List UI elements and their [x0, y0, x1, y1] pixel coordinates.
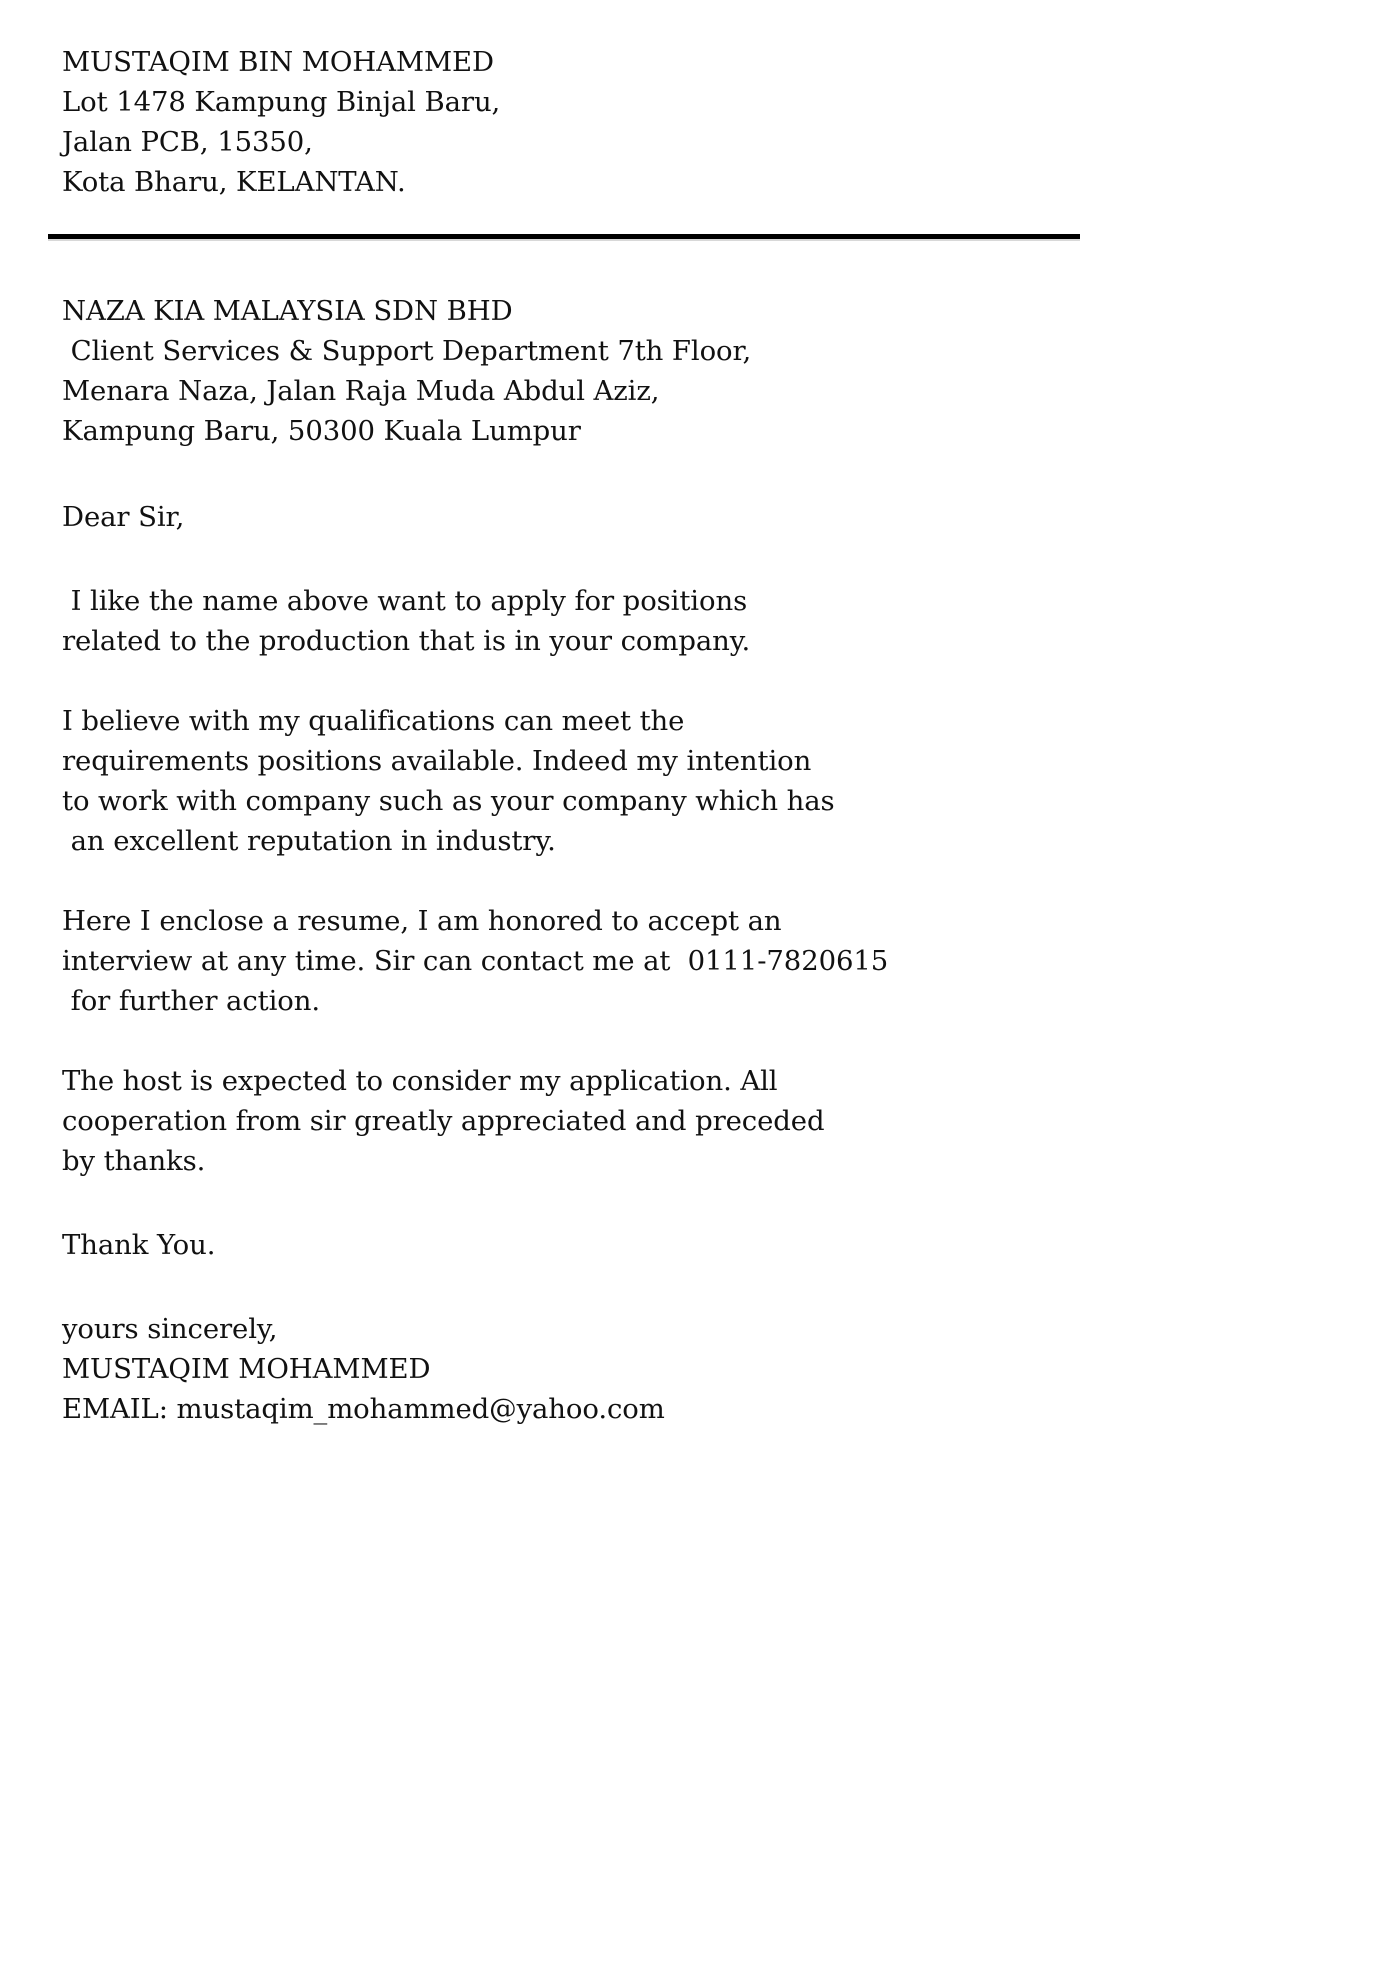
signature-name: MUSTAQIM MOHAMMED	[62, 1353, 431, 1385]
paragraph-line: an excellent reputation in industry.	[62, 825, 556, 857]
valediction: yours sincerely,	[62, 1313, 278, 1345]
sender-address-block	[62, 42, 1072, 202]
letter-content	[62, 42, 1072, 1429]
salutation-text: Dear Sir,	[62, 501, 185, 533]
signoff-block	[62, 1309, 1072, 1429]
recipient-address-block	[62, 291, 1072, 451]
recipient-address-line-1: Client Services & Support Department 7th Floor,	[62, 335, 752, 367]
paragraph-line: cooperation from sir greatly appreciated and preceded	[62, 1105, 825, 1137]
salutation-block	[62, 497, 1072, 537]
paragraph-line-phone: interview at any time. Sir can contact me at 0111-7820615	[62, 945, 889, 977]
paragraph-qualifications	[62, 701, 1072, 861]
horizontal-rule-shadow	[48, 239, 1080, 241]
paragraph-line: Here I enclose a resume, I am honored to accept an	[62, 905, 782, 937]
paragraph-line: The host is expected to consider my application. All	[62, 1065, 778, 1097]
signature-email: EMAIL: mustaqim_mohammed@yahoo.com	[62, 1393, 665, 1425]
paragraph-closing-request	[62, 1061, 1072, 1181]
thanks-text: Thank You.	[62, 1229, 216, 1261]
paragraph-line: to work with company such as your company which has	[62, 785, 835, 817]
paragraph-line: related to the production that is in your company.	[62, 625, 751, 657]
sender-address-line-2: Jalan PCB, 15350,	[62, 126, 313, 158]
sender-address-line-3: Kota Bharu, KELANTAN.	[62, 166, 406, 198]
paragraph-line: by thanks.	[62, 1145, 206, 1177]
recipient-address-line-2: Menara Naza, Jalan Raja Muda Abdul Aziz,	[62, 375, 660, 407]
recipient-company: NAZA KIA MALAYSIA SDN BHD	[62, 295, 513, 327]
paragraph-line: I like the name above want to apply for positions	[62, 585, 748, 617]
paragraph-resume-contact	[62, 901, 1072, 1021]
sender-address-line-1: Lot 1478 Kampung Binjal Baru,	[62, 86, 501, 118]
paragraph-line: I believe with my qualifications can meet the	[62, 705, 685, 737]
thanks-block	[62, 1225, 1072, 1265]
paragraph-line: for further action.	[62, 985, 320, 1017]
sender-name: MUSTAQIM BIN MOHAMMED	[62, 46, 494, 78]
paragraph-line: requirements positions available. Indeed my intention	[62, 745, 812, 777]
recipient-address-line-3: Kampung Baru, 50300 Kuala Lumpur	[62, 415, 581, 447]
paragraph-intro	[62, 581, 1072, 661]
